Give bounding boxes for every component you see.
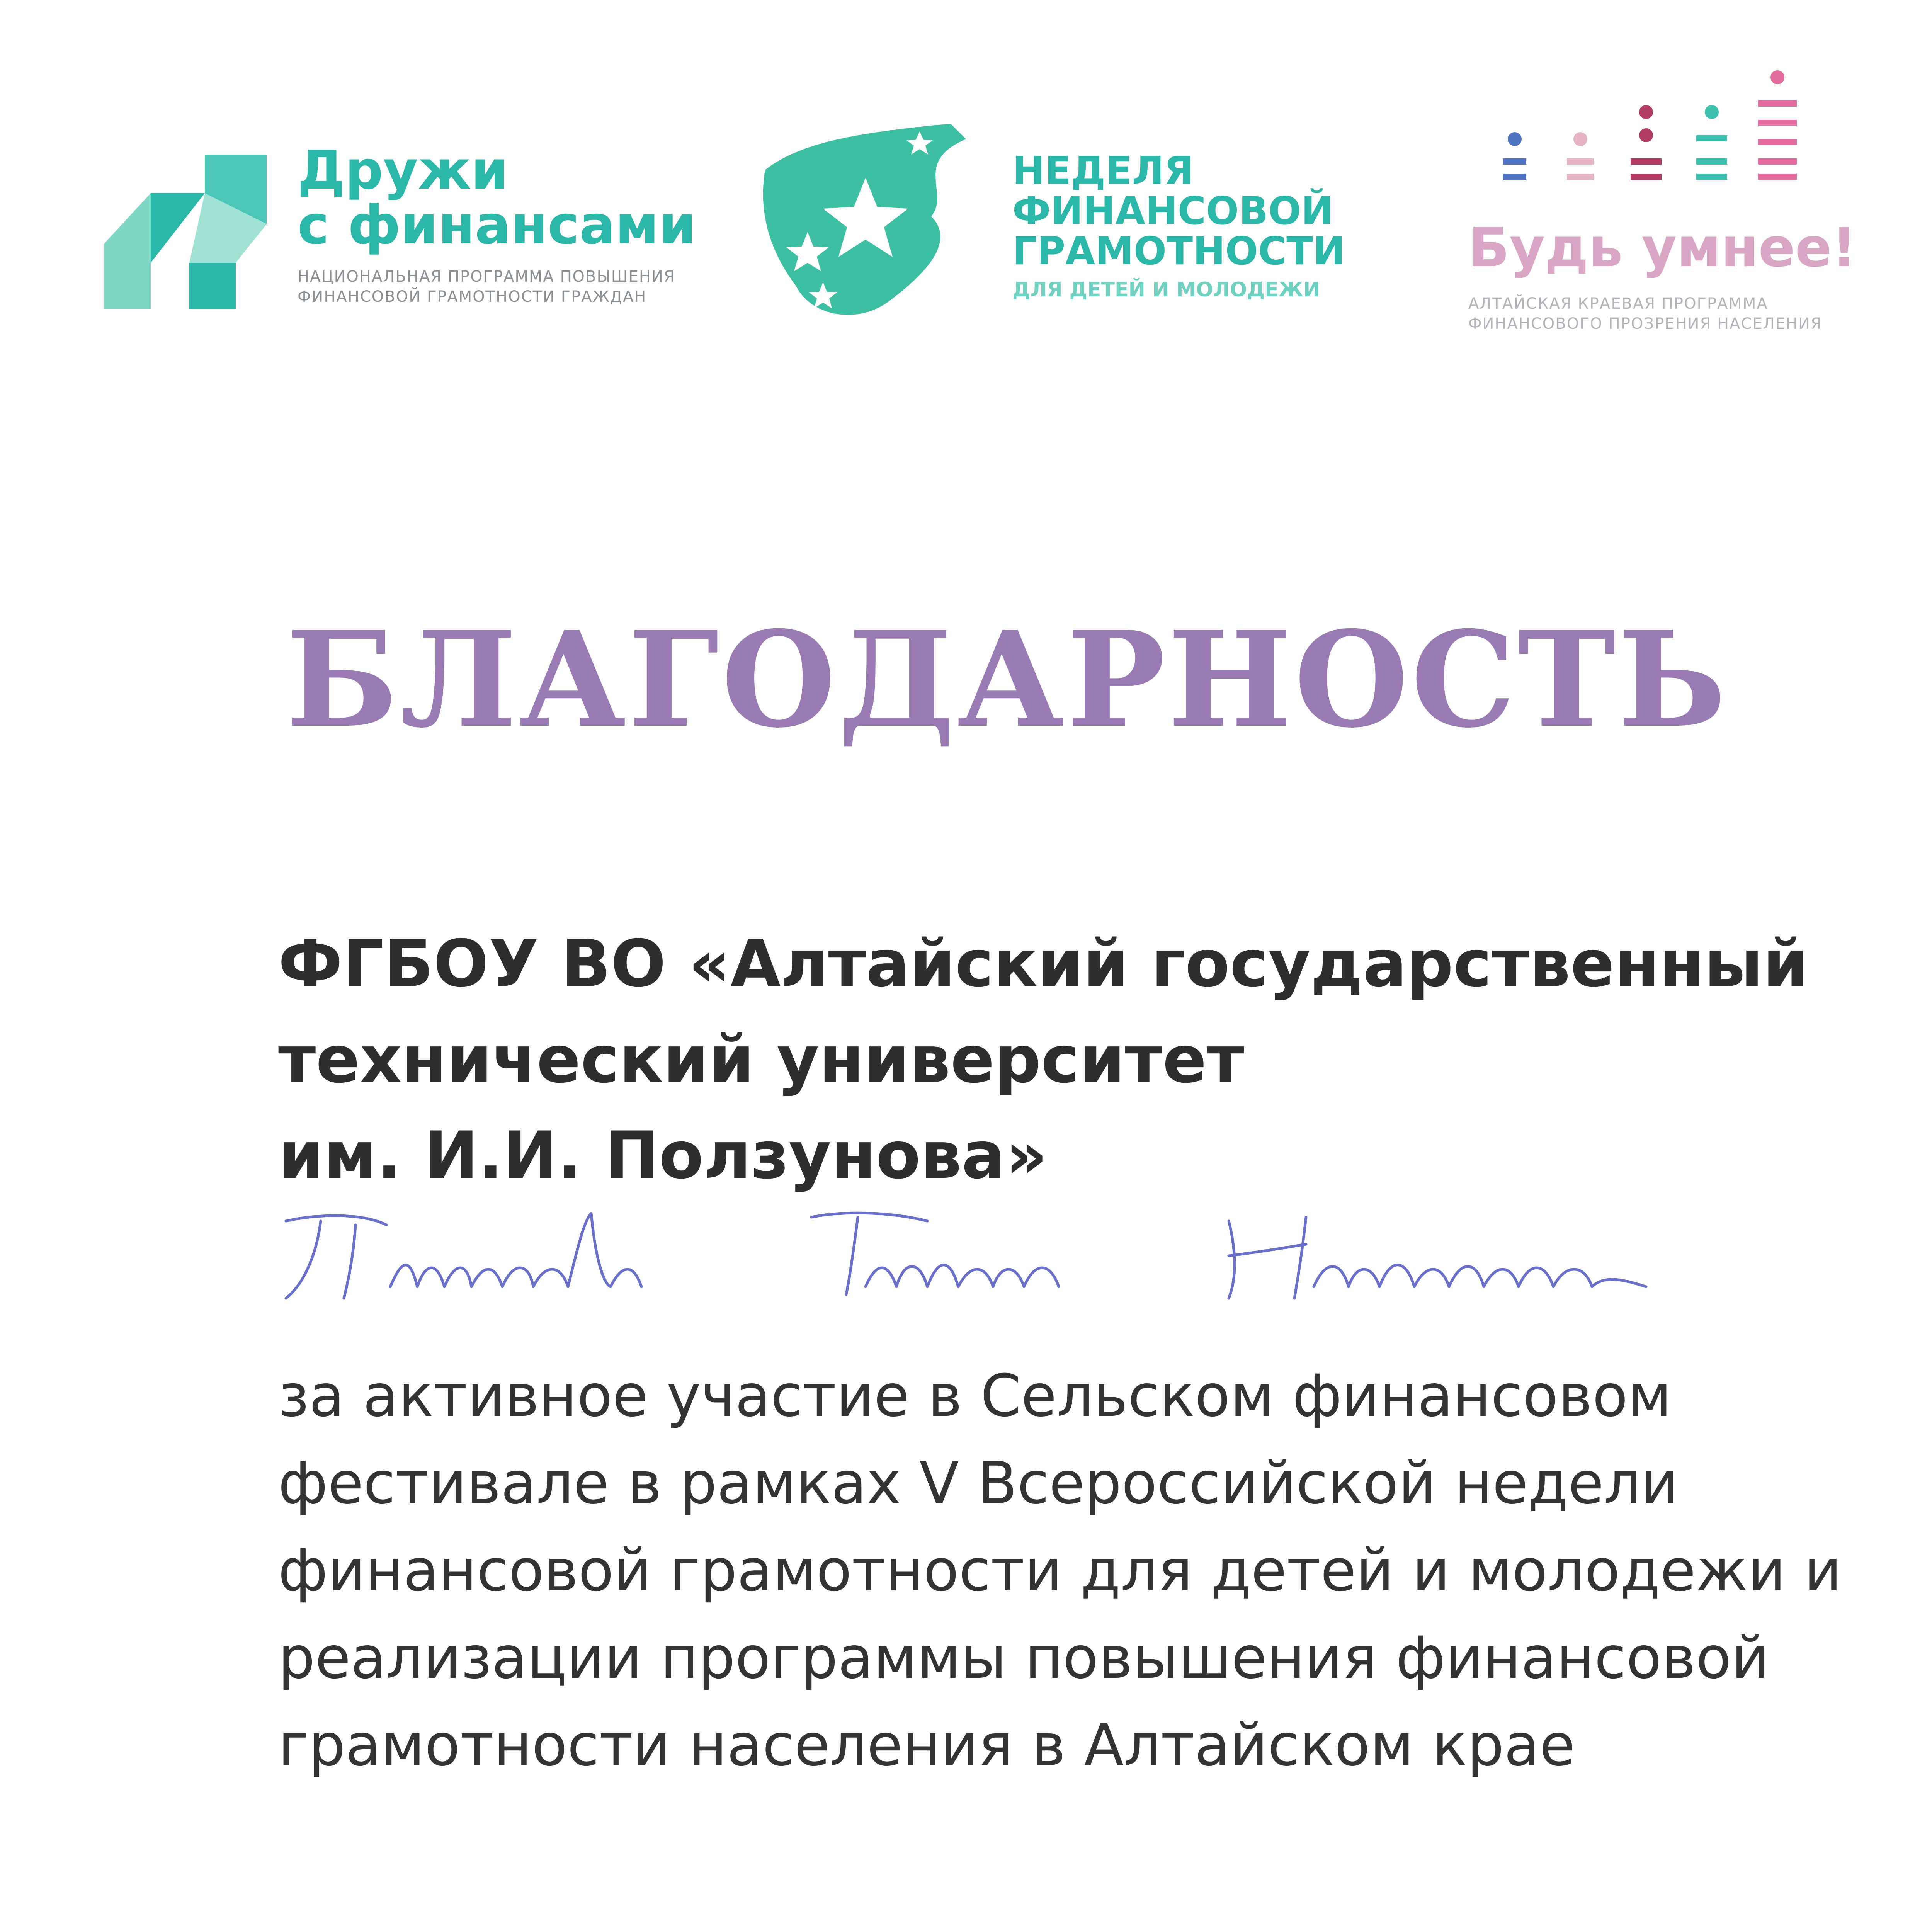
gratitude-reason-text: за активное участие в Сельском финансовом фестивале в рамках V Всероссийской недели финансовой грамотности для детей и молодежи и реализации программы повышения финансовой грамотности населения в Алтайском крае [278, 1362, 1842, 1779]
friends-finance-title: Дружи с финансами [298, 139, 696, 256]
friends-finance-subtitle: НАЦИОНАЛЬНАЯ ПРОГРАММА ПОВЫШЕНИЯ ФИНАНСОВОЙ ГРАМОТНОСТИ ГРАЖДАН [298, 268, 675, 306]
financial-literacy-week-subtitle: ДЛЯ ДЕТЕЙ И МОЛОДЕЖИ [1012, 278, 1320, 301]
friends-finance-logo-icon [89, 147, 270, 313]
be-smarter-title: Будь умнее! [1468, 216, 1857, 279]
financial-literacy-week-logo-icon [750, 116, 981, 332]
financial-literacy-week-title: НЕДЕЛЯ ФИНАНСОВОЙ ГРАМОТНОСТИ [1012, 148, 1345, 274]
recipient-handwritten-name [263, 1198, 1731, 1314]
be-smarter-subtitle: АЛТАЙСКАЯ КРАЕВАЯ ПРОГРАММА ФИНАНСОВОГО ПРОЗРЕНИЯ НАСЕЛЕНИЯ [1468, 295, 1822, 333]
certificate-heading: БЛАГОДАРНОСТЬ [286, 603, 1729, 757]
be-smarter-logo-icon [1492, 66, 1839, 205]
organization-name: ФГБОУ ВО «Алтайский государственный технический университет им. И.И. Ползунова» [278, 926, 1809, 1193]
